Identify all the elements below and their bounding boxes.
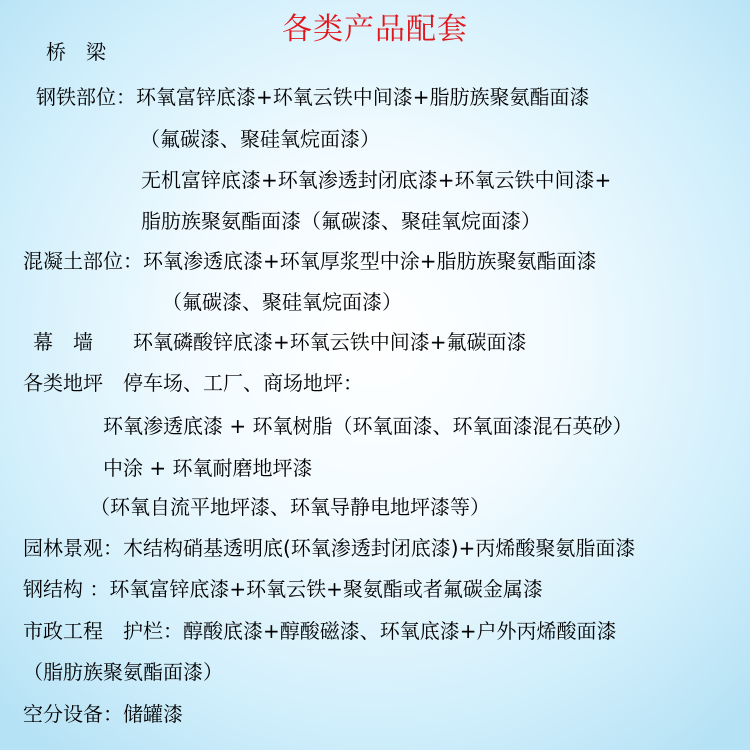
floor-coating-line1: 环氧渗透底漆 + 环氧树脂（环氧面漆、环氧面漆混石英砂） bbox=[103, 414, 633, 438]
steel-parts-option2-line1: 无机富锌底漆+环氧渗透封闭底漆+环氧云铁中间漆+ bbox=[141, 168, 612, 192]
section-bridge-heading: 桥 梁 bbox=[46, 40, 106, 64]
municipal-line: 市政工程 护栏：醇酸底漆+醇酸磁漆、环氧底漆+户外丙烯酸面漆 bbox=[23, 619, 617, 643]
floor-coating-line2: 中涂 + 环氧耐磨地坪漆 bbox=[103, 456, 313, 480]
curtain-wall-line: 幕 墙 环氧磷酸锌底漆+环氧云铁中间漆+氟碳面漆 bbox=[33, 330, 527, 354]
steel-structure-line: 钢结构 ：环氧富锌底漆+环氧云铁+聚氨酯或者氟碳金属漆 bbox=[23, 577, 543, 601]
landscape-line: 园林景观：木结构硝基透明底(环氧渗透封闭底漆)+丙烯酸聚氨脂面漆 bbox=[23, 536, 636, 560]
steel-parts-alt-topcoat: （氟碳漆、聚硅氧烷面漆） bbox=[140, 127, 380, 151]
concrete-parts-line: 混凝土部位：环氧渗透底漆+环氧厚浆型中涂+脂肪族聚氨酯面漆 bbox=[23, 249, 597, 273]
municipal-alt-topcoat: （脂肪族聚氨酯面漆） bbox=[23, 660, 223, 684]
air-separation-line: 空分设备：储罐漆 bbox=[23, 702, 183, 726]
floor-coating-heading: 各类地坪 停车场、工厂、商场地坪： bbox=[23, 371, 363, 395]
floor-coating-line3: （环氧自流平地坪漆、环氧导静电地坪漆等） bbox=[90, 495, 490, 519]
steel-parts-option2-line2: 脂肪族聚氨酯面漆（氟碳漆、聚硅氧烷面漆） bbox=[141, 209, 541, 233]
concrete-parts-alt-topcoat: （氟碳漆、聚硅氧烷面漆） bbox=[162, 290, 402, 314]
page-title: 各类产品配套 bbox=[282, 12, 468, 47]
steel-parts-line: 钢铁部位：环氧富锌底漆+环氧云铁中间漆+脂肪族聚氨酯面漆 bbox=[36, 85, 590, 109]
